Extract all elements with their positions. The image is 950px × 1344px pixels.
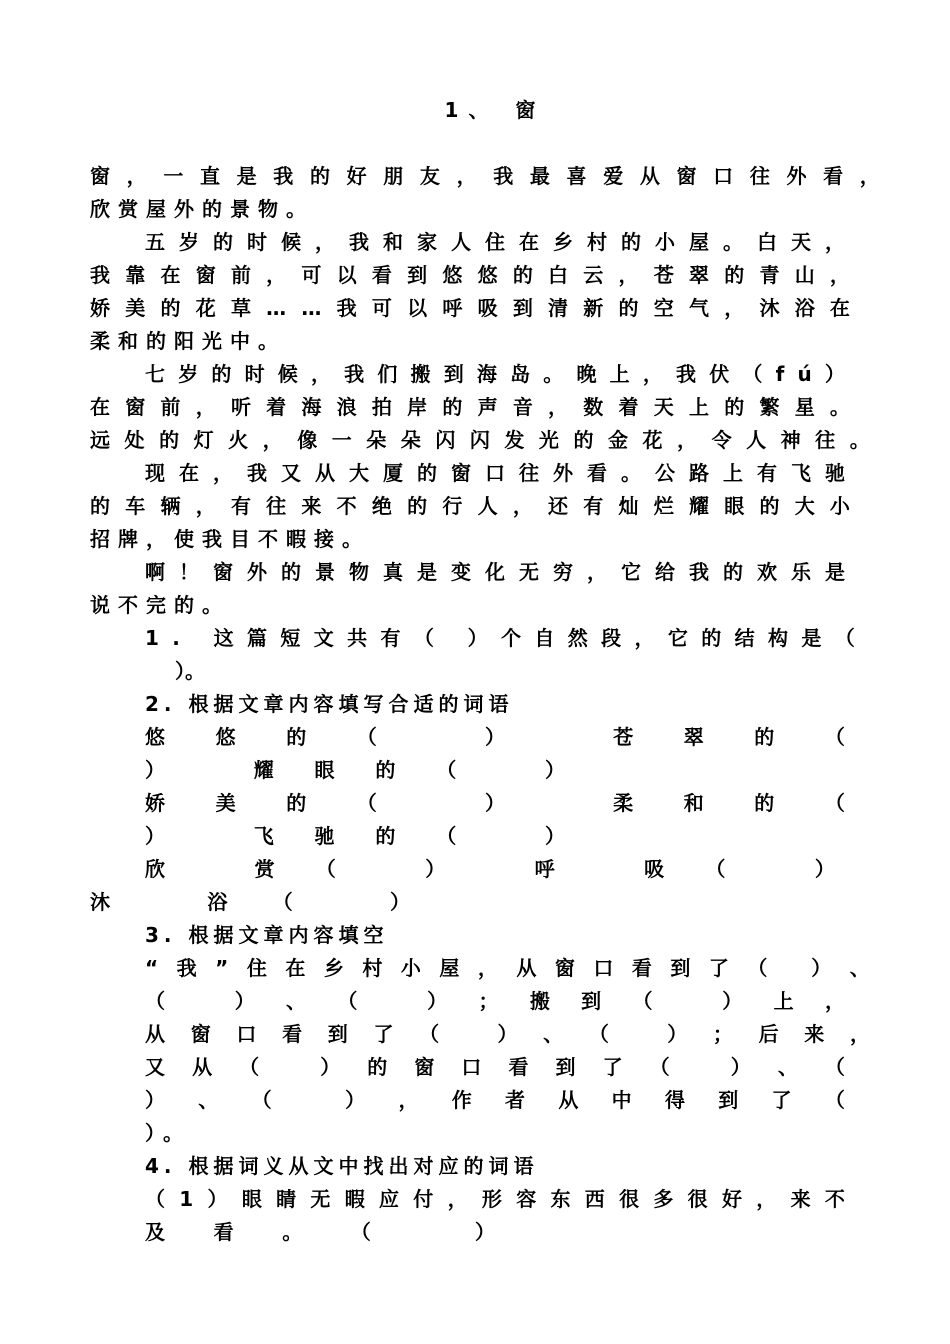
question-3-heading: 3. 根据文章内容填空 (145, 923, 389, 947)
fill-blank-line: 欣 赏 （ ） 呼 吸 （ ） (145, 857, 835, 881)
passage-line: 说不完的。 (90, 593, 230, 617)
document-title: 1、 窗 (444, 98, 546, 122)
passage-line: 现 在 ， 我 又 从 大 厦 的 窗 口 往 外 看 。 公 路 上 有 飞 驰 (145, 461, 845, 485)
fill-blank-line: 娇 美 的 （ ） 柔 和 的 （ (145, 791, 845, 815)
passage-line: 窗 ， 一 直 是 我 的 好 朋 友 ， 我 最 喜 爱 从 窗 口 往 外 看 ， (90, 164, 880, 188)
passage-line: 远 处 的 灯 火 ， 像 一 朵 朵 闪 闪 发 光 的 金 花 ， 令 人 神 往 。 (90, 428, 870, 452)
passage-line: 招牌，使我目不暇接。 (90, 527, 370, 551)
fill-blank-line: ） 耀 眼 的 （ ） (145, 758, 565, 782)
fill-blank-line: 及 看 。 （ ） (145, 1220, 495, 1244)
question-1-end: ）。 (175, 659, 205, 683)
passage-line: 七 岁 的 时 候 ， 我 们 搬 到 海 岛 。 晚 上 ， 我 伏 （ f ú ） (145, 362, 845, 386)
fill-blank-line: 从 窗 口 看 到 了 （ ） 、 （ ） ； 后 来 ， (145, 1022, 870, 1046)
fill-blank-line: 悠 悠 的 （ ） 苍 翠 的 （ (145, 725, 845, 749)
fill-blank-line: （ ） 、 （ ） ； 搬 到 （ ） 上 ， (145, 989, 845, 1013)
fill-blank-line: （ 1 ） 眼 睛 无 暇 应 付 ， 形 容 东 西 很 多 很 好 ， 来 不 (145, 1187, 845, 1211)
passage-line: 的 车 辆 ， 有 往 来 不 绝 的 行 人 ， 还 有 灿 烂 耀 眼 的 大 小 (90, 494, 850, 518)
passage-line: 在 窗 前 ， 听 着 海 浪 拍 岸 的 声 音 ， 数 着 天 上 的 繁 星 。 (90, 395, 850, 419)
passage-line: 欣赏屋外的景物。 (90, 197, 314, 221)
fill-blank-line: ）。 (145, 1121, 191, 1145)
question-2-heading: 2. 根据文章内容填写合适的词语 (145, 692, 514, 716)
fill-blank-line: ） 、 （ ） ， 作 者 从 中 得 到 了 （ (145, 1088, 845, 1112)
passage-line: 我 靠 在 窗 前 ， 可 以 看 到 悠 悠 的 白 云 ， 苍 翠 的 青 山 ， (90, 263, 850, 287)
passage-line: 五 岁 的 时 候 ， 我 和 家 人 住 在 乡 村 的 小 屋 。 白 天 ， (145, 230, 845, 254)
passage-line: 柔和的阳光中。 (90, 329, 286, 353)
fill-blank-line: 又 从 （ ） 的 窗 口 看 到 了 （ ） 、 （ (145, 1055, 845, 1079)
passage-line: 啊 ！ 窗 外 的 景 物 真 是 变 化 无 穷 ， 它 给 我 的 欢 乐 是 (145, 560, 845, 584)
fill-blank-line: ） 飞 驰 的 （ ） (145, 824, 565, 848)
passage-line: 娇 美 的 花 草 … … 我 可 以 呼 吸 到 清 新 的 空 气 ， 沐 浴 在 (90, 296, 850, 320)
fill-blank-line: “ 我 ” 住 在 乡 村 小 屋 ， 从 窗 口 看 到 了 （ ） 、 (145, 956, 870, 980)
question-4-heading: 4. 根据词义从文中找出对应的词语 (145, 1154, 539, 1178)
fill-blank-line: 沐 浴 （ ） (90, 890, 410, 914)
question-1: 1 . 这 篇 短 文 共 有 （ ） 个 自 然 段 ， 它 的 结 构 是 （ (145, 626, 855, 650)
